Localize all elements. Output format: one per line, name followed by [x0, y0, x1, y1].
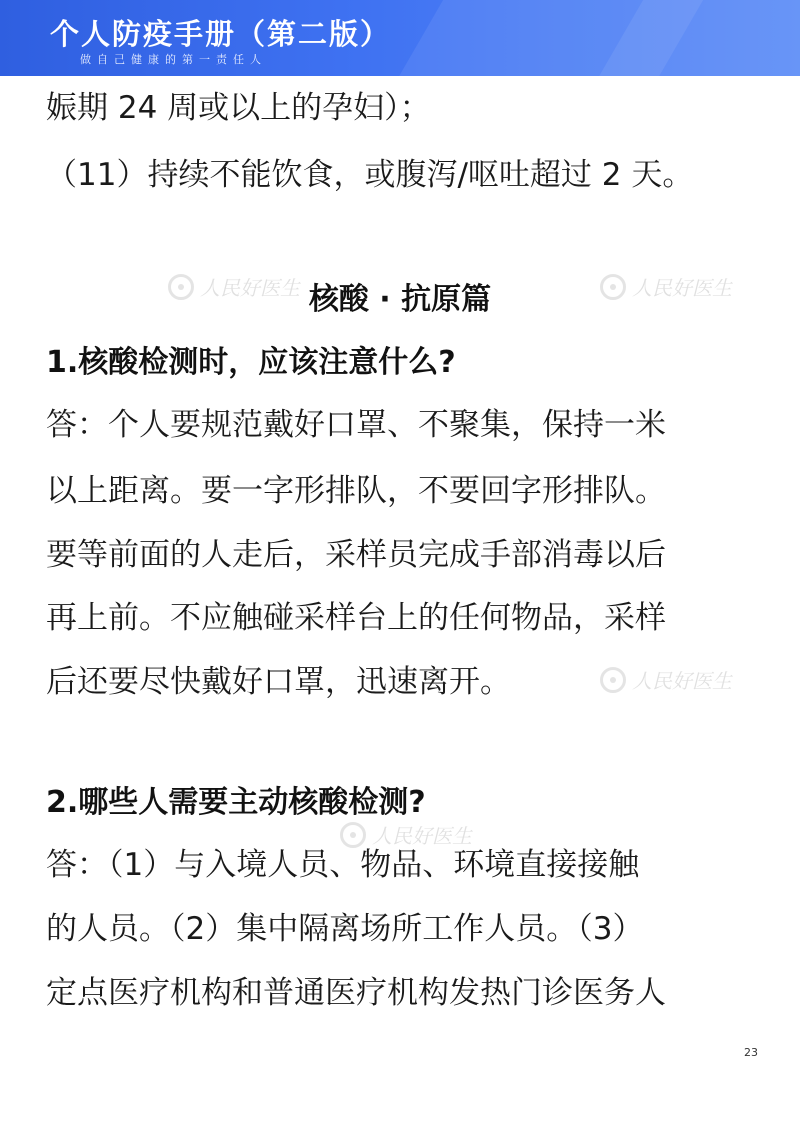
body-line: （11）持续不能饮食，或腹泻/呕吐超过 2 天。	[46, 157, 694, 193]
body-line: 娠期 24 周或以上的孕妇）；	[46, 90, 431, 126]
answer-line: 答：（1）与入境人员、物品、环境直接接触	[46, 847, 640, 883]
section-title: 核酸 · 抗原篇	[308, 282, 492, 317]
answer-line: 再上前。不应触碰采样台上的任何物品，采样	[46, 600, 666, 636]
answer-line: 定点医疗机构和普通医疗机构发热门诊医务人	[46, 975, 666, 1011]
manual-subtitle: 做自己健康的第一责任人	[80, 53, 267, 66]
heart-location-icon	[340, 822, 366, 848]
watermark-text: 人民好医生	[632, 669, 732, 693]
watermark-text: 人民好医生	[372, 824, 472, 848]
answer-line: 后还要尽快戴好口罩，迅速离开。	[46, 664, 511, 700]
question-heading: 1.核酸检测时，应该注意什么?	[46, 345, 456, 380]
answer-line: 答：个人要规范戴好口罩、不聚集，保持一米	[46, 407, 666, 443]
answer-line: 以上距离。要一字形排队，不要回字形排队。	[46, 473, 666, 509]
manual-title: 个人防疫手册（第二版）	[50, 17, 392, 51]
answer-line: 的人员。（2）集中隔离场所工作人员。（3）	[46, 911, 644, 947]
watermark	[600, 665, 732, 694]
question-heading: 2.哪些人需要主动核酸检测?	[46, 785, 426, 820]
answer-line: 要等前面的人走后，采样员完成手部消毒以后	[46, 537, 666, 573]
heart-location-icon	[600, 667, 626, 693]
watermark-text: 人民好医生	[632, 276, 732, 300]
page-number: 23	[744, 1046, 758, 1059]
watermark-text: 人民好医生	[200, 276, 300, 300]
header-banner	[0, 0, 800, 76]
